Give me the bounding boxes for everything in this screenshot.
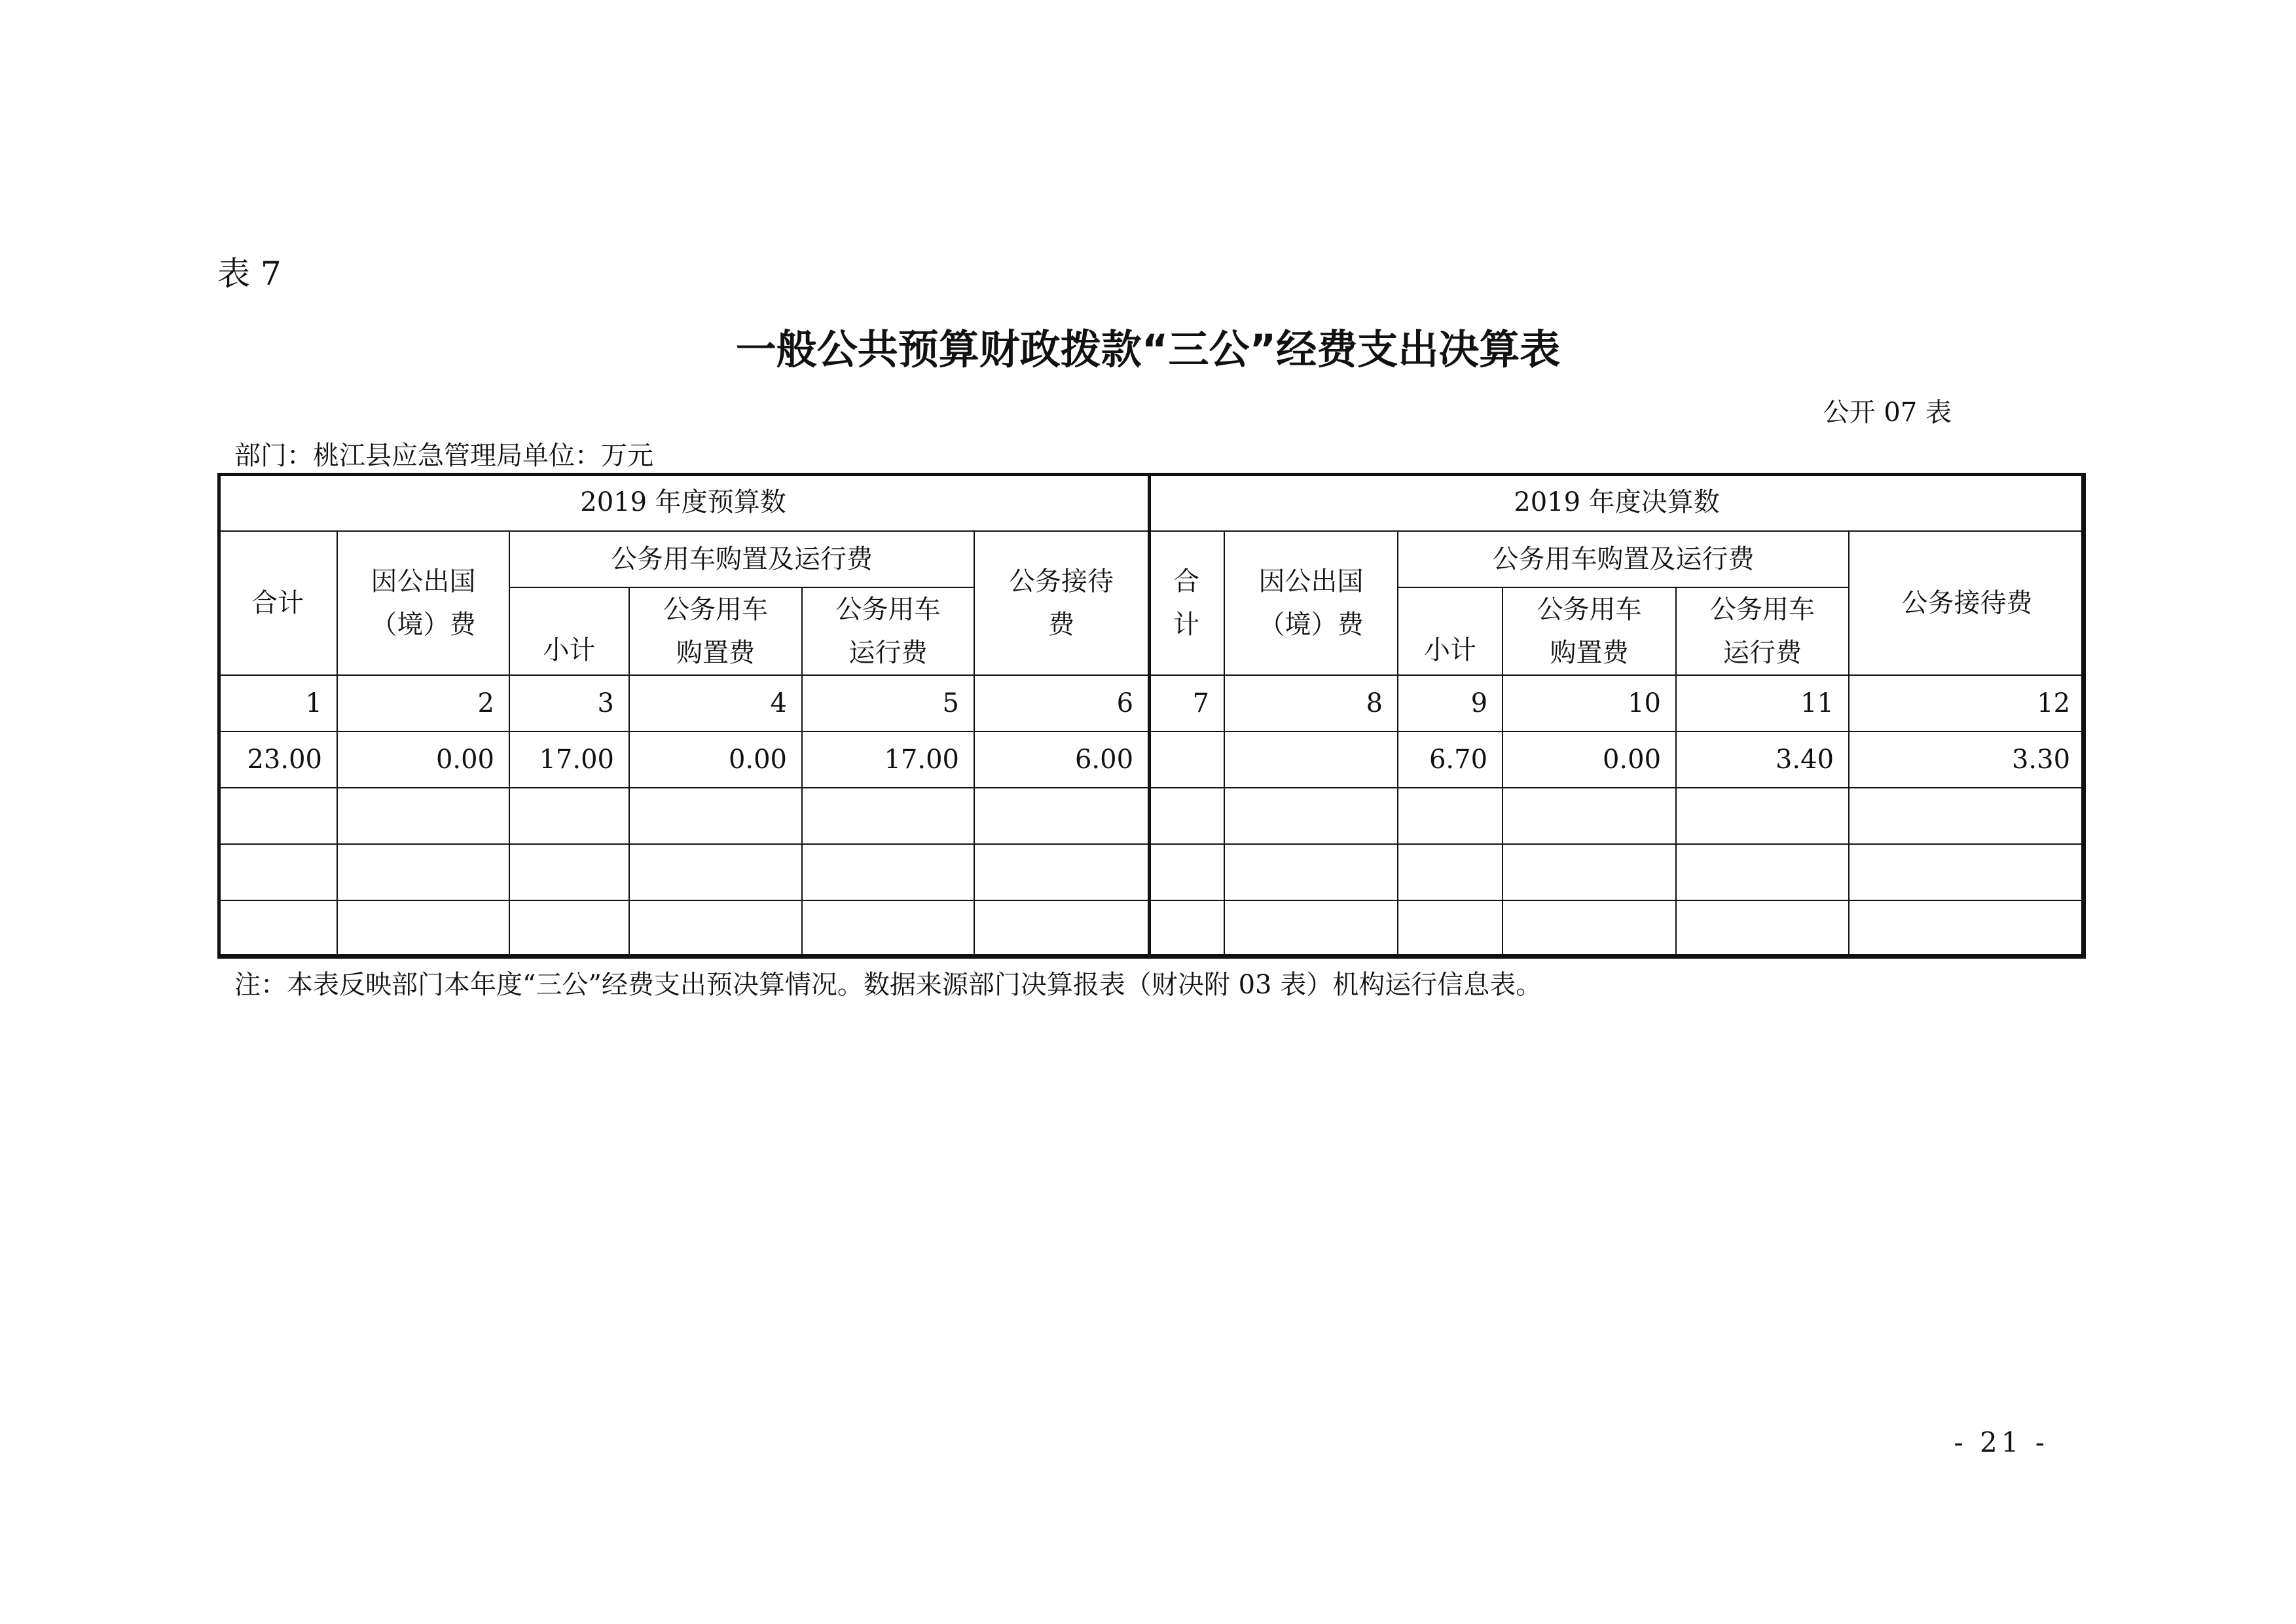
budget-group-header: 2019 年度预算数: [218, 473, 1148, 531]
column-header-row-1: [218, 531, 2085, 587]
final-reception-value: 3.30: [1849, 731, 2085, 788]
empty-cell: [629, 844, 802, 900]
form-code: 公开 07 表: [1823, 397, 1952, 428]
empty-cell: [1676, 900, 1849, 958]
table-row: [218, 900, 2085, 958]
final-reception-header: 公务接待费: [1849, 531, 2085, 675]
final-group-header: 2019 年度决算数: [1148, 473, 2085, 531]
table-row: [218, 788, 2085, 844]
final-operation-header: 公务用车 运行费: [1676, 587, 1849, 675]
empty-cell: [974, 788, 1148, 844]
column-number: 8: [1224, 675, 1398, 731]
empty-cell: [802, 788, 974, 844]
empty-cell: [1224, 900, 1398, 958]
empty-cell: [1148, 788, 1224, 844]
final-vehicle-group-header: 公务用车购置及运行费: [1398, 531, 1849, 587]
empty-cell: [802, 844, 974, 900]
column-number: 4: [629, 675, 802, 731]
empty-cell: [1398, 788, 1503, 844]
budget-subtotal-header: 小计: [509, 587, 629, 675]
empty-cell: [509, 900, 629, 958]
empty-cell: [337, 788, 509, 844]
empty-cell: [629, 900, 802, 958]
final-vehicle-operation-value: 3.40: [1676, 731, 1849, 788]
empty-cell: [974, 900, 1148, 958]
empty-cell: [802, 900, 974, 958]
empty-cell: [974, 844, 1148, 900]
final-total-header: 合 计: [1148, 531, 1224, 675]
table-label: 表 7: [217, 255, 282, 293]
empty-cell: [1224, 788, 1398, 844]
table-row: [218, 844, 2085, 900]
column-number: 2: [337, 675, 509, 731]
group-header-row: [218, 473, 2085, 531]
budget-purchase-header: 公务用车 购置费: [629, 587, 802, 675]
empty-cell: [1503, 788, 1676, 844]
empty-cell: [1676, 788, 1849, 844]
final-abroad-value: [1224, 731, 1398, 788]
empty-cell: [337, 844, 509, 900]
budget-vehicle-purchase-value: 0.00: [629, 731, 802, 788]
final-purchase-header: 公务用车 购置费: [1503, 587, 1676, 675]
empty-cell: [1148, 900, 1224, 958]
empty-cell: [509, 788, 629, 844]
empty-cell: [218, 788, 337, 844]
column-number: 3: [509, 675, 629, 731]
final-subtotal-header: 小计: [1398, 587, 1503, 675]
empty-cell: [218, 844, 337, 900]
budget-total-value: 23.00: [218, 731, 337, 788]
column-number: 1: [218, 675, 337, 731]
empty-cell: [509, 844, 629, 900]
empty-cell: [1503, 844, 1676, 900]
table-footnote: 注：本表反映部门本年度“三公”经费支出预决算情况。数据来源部门决算报表（财决附 03 表）机构运行信息表。: [234, 970, 1542, 1000]
final-vehicle-purchase-value: 0.00: [1503, 731, 1676, 788]
budget-reception-header: 公务接待 费: [974, 531, 1148, 675]
empty-cell: [1503, 900, 1676, 958]
column-number: 7: [1148, 675, 1224, 731]
column-number: 12: [1849, 675, 2085, 731]
budget-abroad-value: 0.00: [337, 731, 509, 788]
empty-cell: [1849, 844, 2085, 900]
empty-cell: [629, 788, 802, 844]
empty-cell: [1849, 900, 2085, 958]
column-number: 10: [1503, 675, 1676, 731]
empty-cell: [1676, 844, 1849, 900]
budget-vehicle-operation-value: 17.00: [802, 731, 974, 788]
empty-cell: [1148, 844, 1224, 900]
empty-cell: [337, 900, 509, 958]
column-number: 9: [1398, 675, 1503, 731]
final-abroad-header: 因公出国 （境）费: [1224, 531, 1398, 675]
column-number: 11: [1676, 675, 1849, 731]
column-number-row: [218, 675, 2085, 731]
column-number: 6: [974, 675, 1148, 731]
budget-operation-header: 公务用车 运行费: [802, 587, 974, 675]
empty-cell: [1849, 788, 2085, 844]
department-unit-line: 部门：桃江县应急管理局单位：万元: [234, 441, 653, 471]
empty-cell: [218, 900, 337, 958]
column-number: 5: [802, 675, 974, 731]
empty-cell: [1398, 844, 1503, 900]
budget-reception-value: 6.00: [974, 731, 1148, 788]
expenditure-table: [217, 473, 2086, 959]
budget-total-header: 合计: [218, 531, 337, 675]
page-number: - 21 -: [1954, 1426, 2049, 1458]
document-title: 一般公共预算财政拨款“三公”经费支出决算表: [735, 325, 1561, 373]
table-row: [218, 731, 2085, 788]
budget-abroad-header: 因公出国 （境）费: [337, 531, 509, 675]
budget-vehicle-subtotal-value: 17.00: [509, 731, 629, 788]
empty-cell: [1224, 844, 1398, 900]
empty-cell: [1398, 900, 1503, 958]
final-total-value: [1148, 731, 1224, 788]
final-vehicle-subtotal-value: 6.70: [1398, 731, 1503, 788]
budget-vehicle-group-header: 公务用车购置及运行费: [509, 531, 974, 587]
